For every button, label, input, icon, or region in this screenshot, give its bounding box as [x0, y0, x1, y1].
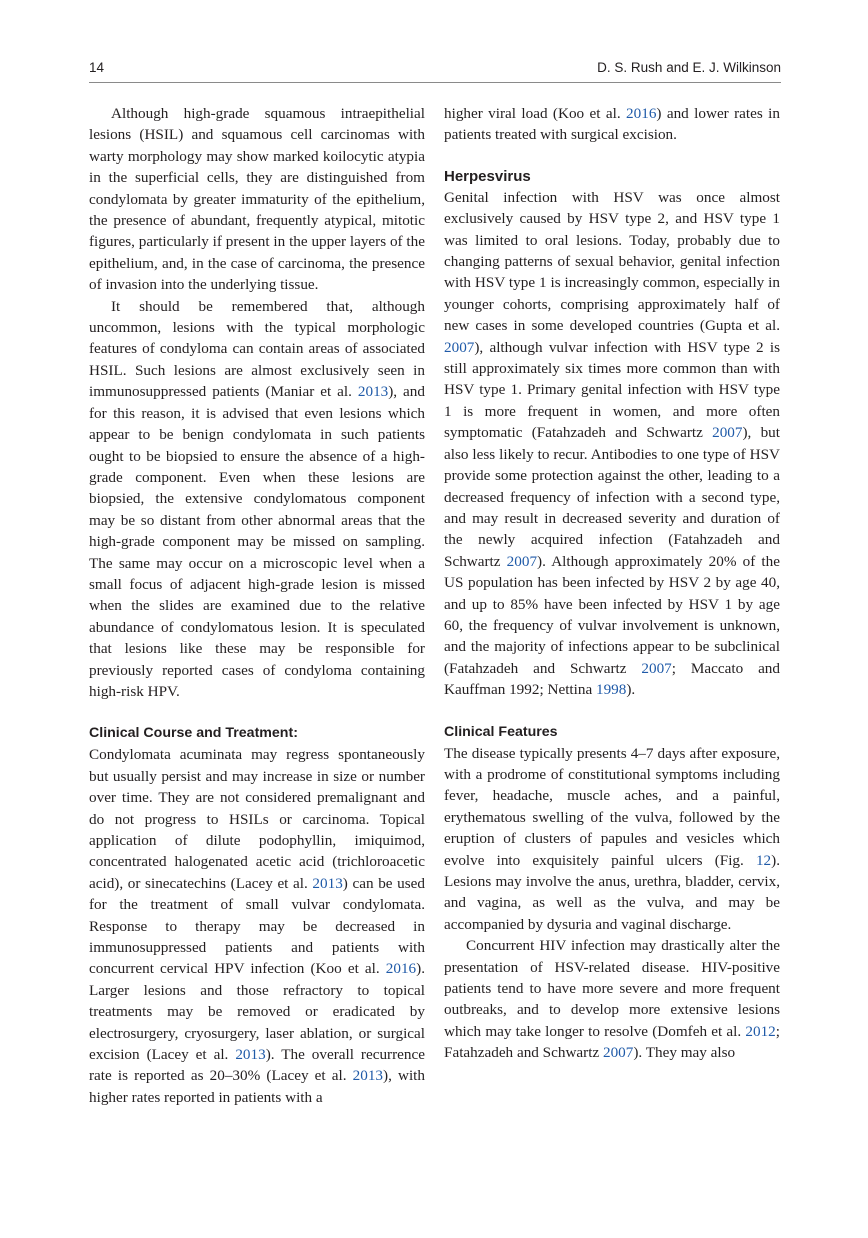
citation-link[interactable]: 2007: [444, 338, 475, 356]
citation-link[interactable]: 2013: [312, 874, 343, 892]
running-head: [89, 60, 781, 82]
page-number: 14: [89, 60, 105, 75]
citation-link[interactable]: 2007: [641, 659, 672, 677]
text-run: ). Although approximately 20% of the US population has been infected by HSV 2 by age 40, and up to 85% have been infected by HSV 1 by age 60, the frequency of vulvar involvement is unknown, and the majority of infections appear to be subclinical (Fatahzadeh and Schwartz: [444, 552, 780, 677]
text-run: Concurrent HIV infection may drastically alter the presentation of HSV-related disease. HIV-positive patients tend to have more severe and more frequent outbreaks, and to develop more extensive lesions which may take longer to resolve (Domfeh et al.: [444, 937, 780, 1040]
citation-link[interactable]: 1998: [595, 681, 627, 699]
text-run: Condylomata acuminata may regress spontaneously but usually persist and may increase in size or number over time. They are not considered premalignant and do not progress to HSILs or carcinoma. Topical application of dilute podophyllin, imiquimod, concentrated halogenated acetic acid (trichloroacetic acid), or sinecatechins (Lacey et al.: [89, 746, 425, 892]
text-run: ; Fatahzadeh and Schwartz: [444, 1022, 780, 1062]
paragraph: [444, 935, 780, 1063]
section-heading: Clinical Features: [444, 723, 558, 740]
text-run: ) can be used for the treatment of small vulvar condylomata. Response to therapy may be decreased in immunosuppressed patients and patients with concurrent cervical HPV infection (Koo et al.: [89, 874, 425, 978]
paragraph: [444, 743, 780, 936]
text-run: ), and for this reason, it is advised that even lesions which appear to be benign condylomata in such patients ought to be biopsied to ensure the absence of a high-grade component. Even when these lesions are biopsied, the extensive condylomatous component may be so distant from other abnormal areas that the high-grade component may be missed on sampling. The same may occur on a microscopic level when a small focus of adjacent high-grade lesion is missed when the slides are examined due to the relative abundance of condylomatous lesion. It is speculated that lesions like these may be responsible for previously reported cases of condyloma containing high-risk HPV.: [89, 383, 425, 700]
paragraph: [89, 296, 425, 703]
text-run: The disease typically presents 4–7 days after exposure, with a prodrome of constitutional symptoms including fever, headache, muscle aches, and a painful, erythematous swelling of the vulva, followed by the eruption of clusters of papules and vesicles which evolve into exquisitely painful ulcers (Fig.: [444, 744, 780, 869]
text-run: ). They may also: [633, 1044, 736, 1062]
running-head-authors: D. S. Rush and E. J. Wilkinson: [597, 60, 781, 75]
text-run: ), with higher rates reported in patients with a: [89, 1067, 425, 1106]
text-run: higher viral load (Koo et al.: [444, 105, 627, 122]
text-run: ). Larger lesions and those refractory to topical treatments may be removed or eradicated by electrosurgery, cryosurgery, laser ablation, or surgical excision (Lacey et al.: [89, 960, 425, 1064]
text-run: It should be remembered that, although uncommon, lesions with the typical morphologic features of condyloma can contain areas of associated HSIL. Such lesions are almost exclusively seen in immunosuppressed patients (Maniar et al.: [89, 297, 425, 401]
text-run: Genital infection with HSV was once almost exclusively caused by HSV type 2, and HSV type 1 was limited to oral lesions. Today, probably due to changing patterns of sexual behavior, genital infection with HSV type 1 is increasingly common, especially in younger cohorts, comprising approximately half of new cases in some developed countries (Gupta et al.: [444, 188, 780, 335]
citation-link[interactable]: 2012: [745, 1022, 776, 1040]
paragraph: [444, 187, 780, 701]
section-heading: Clinical Course and Treatment:: [89, 725, 298, 742]
right-column: [444, 103, 780, 1064]
text-run: ). The overall recurrence rate is reported as 20–30% (Lacey et al.: [89, 1046, 425, 1085]
citation-link[interactable]: 2007: [602, 1044, 634, 1062]
citation-link[interactable]: 2016: [626, 105, 657, 122]
header-rule: [89, 82, 781, 83]
citation-link[interactable]: 12: [755, 851, 772, 869]
citation-link[interactable]: 2013: [357, 383, 389, 401]
text-run: ; Maccato and Kauffman 1992; Nettina: [444, 659, 780, 699]
paragraph: Although high-grade squamous intraepithelial lesions (HSIL) and squamous cell carcinomas with warty morphology may show marked koilocytic atypia in the superficial cells, they are distinguished from condylomata by greater immaturity of the epithelium, the presence of abundant, frequently atypical, mitotic figures, particularly if present in the upper layers of the epithelium, and, in the case of carcinoma, the presence of invasion into the underlying tissue.: [89, 105, 425, 294]
text-run: ), but also less likely to recur. Antibodies to one type of HSV provide some protection against the other, leading to a decreased frequency of infection with a second type, and may result in decreased severity and duration of the newly acquired infection (Fatahzadeh and Schwartz: [444, 424, 780, 570]
paragraph: [89, 744, 425, 1108]
paragraph: [444, 103, 780, 146]
citation-link[interactable]: 2007: [712, 424, 743, 442]
citation-link[interactable]: 2013: [235, 1046, 266, 1064]
text-run: ) and lower rates in patients treated with surgical excision.: [444, 105, 780, 144]
text-run: ). Lesions may involve the anus, urethra, bladder, cervix, and vagina, as well as the vulva, and may be accompanied by dysuria and vaginal discharge.: [444, 851, 780, 933]
citation-link[interactable]: 2007: [506, 552, 538, 570]
section-heading: Herpesvirus: [444, 167, 531, 185]
text-run: ).: [626, 681, 636, 699]
citation-link[interactable]: 2016: [385, 960, 417, 978]
left-column: [89, 103, 425, 1108]
citation-link[interactable]: 2013: [352, 1067, 384, 1085]
text-run: ), although vulvar infection with HSV type 2 is still approximately six times more common than with HSV type 1. Primary genital infection with HSV type 1 is more frequent in women, and more often symptomatic (Fatahzadeh and Schwartz: [444, 338, 780, 442]
